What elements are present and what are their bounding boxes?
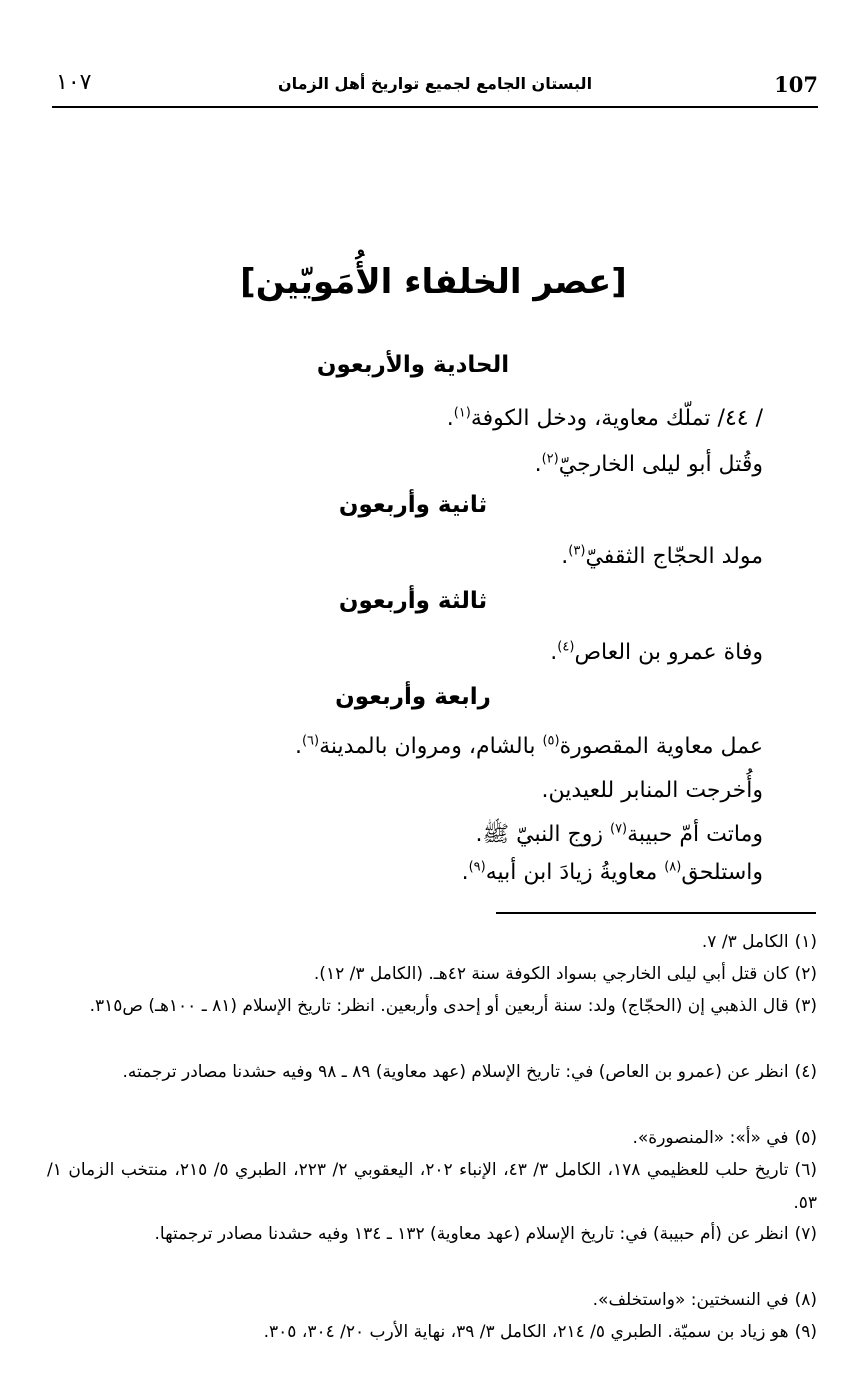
page-number-latin: 107 xyxy=(774,72,818,97)
footnote-number: (٤) xyxy=(794,1062,817,1082)
entry-text: وفاة عمرو بن العاص xyxy=(574,640,763,665)
footnote-text: الكامل ٣/ ٧. xyxy=(701,932,789,952)
footnote-marker[interactable]: (١) xyxy=(453,405,471,421)
entry-text: وماتت أمّ حبيبة xyxy=(627,822,763,847)
footnote-number: (٨) xyxy=(794,1290,817,1310)
footnote-number: (١) xyxy=(794,932,817,952)
entry-tail: . xyxy=(561,544,569,569)
year-heading: ثالثة وأربعون xyxy=(338,588,488,614)
chronicle-entry xyxy=(63,640,763,665)
chronicle-entry xyxy=(63,406,763,431)
entry-text: عمل معاوية المقصورة xyxy=(559,734,763,759)
footnote xyxy=(47,1154,817,1220)
footnote-text: في النسختين: «واستخلف». xyxy=(592,1290,789,1310)
footnote-marker[interactable]: (٦) xyxy=(301,733,320,749)
footnote-number: (٣) xyxy=(794,996,817,1016)
footnote-text: انظر عن (عمرو بن العاص) في: تاريخ الإسلام (عهد معاوية) ٨٩ ـ ٩٨ وفيه حشدنا مصادر ترجمته. xyxy=(122,1062,789,1082)
footnote xyxy=(47,958,817,991)
entry-tail: . xyxy=(294,734,302,759)
entry-tail: . xyxy=(446,406,454,431)
footnote-marker[interactable]: (٥) xyxy=(542,733,560,749)
footnote-marker[interactable]: (٢) xyxy=(541,451,559,467)
chronicle-entry xyxy=(63,860,763,885)
footnote-text: قال الذهبي إن (الحجّاج) ولد: سنة أربعين أو إحدى وأربعين. انظر: تاريخ الإسلام (٨١ ـ ١٠٠هـ) ص٣١٥. xyxy=(89,996,789,1016)
footnote-number: (٧) xyxy=(794,1224,817,1244)
footnote-text: انظر عن (أم حبيبة) في: تاريخ الإسلام (عهد معاوية) ١٣٢ ـ ١٣٤ وفيه حشدنا مصادر ترجمتها. xyxy=(154,1224,789,1244)
year-heading: الحادية والأربعون xyxy=(316,352,510,378)
entry-tail: . xyxy=(461,860,469,885)
entry-text: واستلحق xyxy=(681,860,763,885)
entry-tail: . xyxy=(534,452,542,477)
footnote-marker[interactable]: (٤) xyxy=(557,639,575,655)
footnote-text: في «أ»: «المنصورة». xyxy=(632,1128,789,1148)
footnote-number: (٢) xyxy=(794,964,817,984)
footnote-marker[interactable]: (٨) xyxy=(664,859,682,875)
running-header xyxy=(52,70,818,108)
book-title: البستان الجامع لجميع تواريخ أهل الزمان xyxy=(277,74,593,93)
footnote xyxy=(47,1316,817,1349)
page-number-arabic: ١٠٧ xyxy=(56,70,92,95)
entry-text: وأُخرجت المنابر للعيدين. xyxy=(541,778,763,803)
footnote-text: تاريخ حلب للعظيمي ١٧٨، الكامل ٣/ ٤٣، الإنباء ٢٠٢، اليعقوبي ٢/ ٢٢٣، الطبري ٥/ ٢١٥، منتخب الزمان ١/ ٥٣. xyxy=(47,1160,817,1213)
chapter-title: [عصر الخلفاء الأُمَويّين] xyxy=(240,262,627,302)
footnote-text: هو زياد بن سميّة. الطبري ٥/ ٢١٤، الكامل ٣/ ٣٩، نهاية الأرب ٢٠/ ٣٠٤، ٣٠٥. xyxy=(263,1322,789,1342)
footnote-marker[interactable]: (٩) xyxy=(468,859,486,875)
footnote xyxy=(47,1218,817,1251)
footnote-text: كان قتل أبي ليلى الخارجي بسواد الكوفة سنة ٤٢هـ. (الكامل ٣/ ١٢). xyxy=(313,964,789,984)
footnote-number: (٦) xyxy=(794,1160,817,1180)
entry-mid: بالشام، ومروان بالمدينة xyxy=(319,734,543,759)
footnote xyxy=(47,990,817,1023)
footnote-marker[interactable]: (٣) xyxy=(568,543,586,559)
entry-mid: زوج النبيّ ﷺ xyxy=(482,822,610,847)
footnote-divider xyxy=(496,912,816,914)
footnote-number: (٩) xyxy=(794,1322,817,1342)
chronicle-entry xyxy=(63,820,763,852)
footnote xyxy=(47,1122,817,1155)
entry-text: مولد الحجّاج الثقفيّ xyxy=(585,544,763,569)
entry-text: وقُتل أبو ليلى الخارجيّ xyxy=(558,452,763,477)
chronicle-entry xyxy=(63,544,763,569)
footnote-number: (٥) xyxy=(794,1128,817,1148)
footnote xyxy=(47,1056,817,1089)
chronicle-entry xyxy=(63,778,763,803)
entry-tail: . xyxy=(550,640,558,665)
footnote xyxy=(47,1284,817,1317)
footnote xyxy=(47,926,817,959)
footnote-marker[interactable]: (٧) xyxy=(609,821,628,837)
chronicle-entry xyxy=(63,452,763,477)
entry-text: / ٤٤/ تملّك معاوية، ودخل الكوفة xyxy=(470,406,763,431)
entry-tail: . xyxy=(475,822,483,847)
entry-mid: معاويةُ زيادَ ابن أبيه xyxy=(485,860,665,885)
chronicle-entry xyxy=(63,734,763,759)
year-heading: رابعة وأربعون xyxy=(335,684,491,710)
year-heading: ثانية وأربعون xyxy=(338,492,488,518)
